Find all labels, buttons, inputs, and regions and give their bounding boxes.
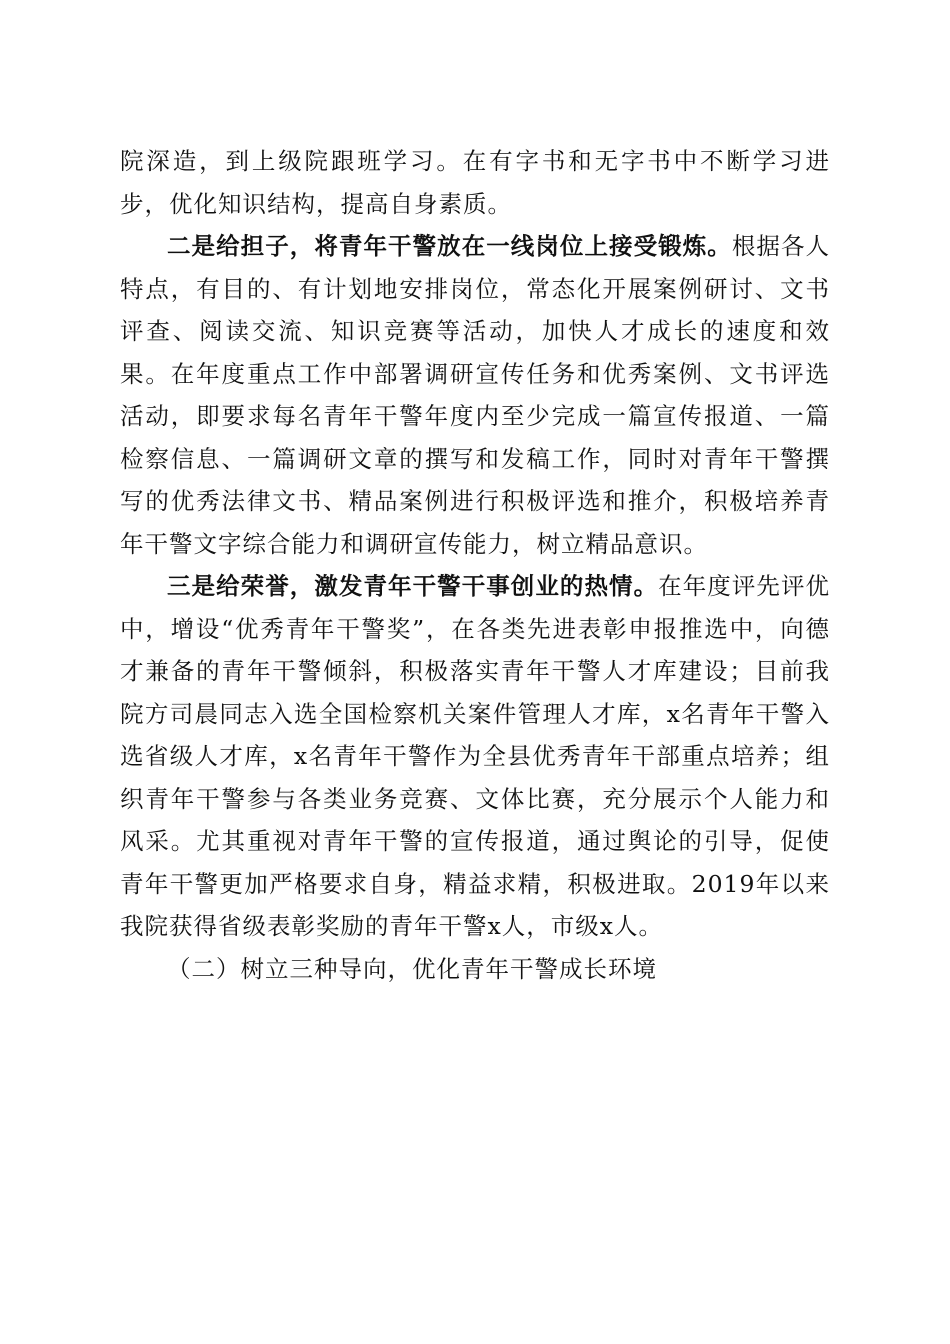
document-body xyxy=(120,140,830,990)
paragraph-body-responsibility: 根据各人特点，有目的、有计划地安排岗位，常态化开展案例研讨、文书评查、阅读交流、知识竞赛等活动，加快人才成长的速度和效果。在年度重点工作中部署调研宣传任务和优秀案例、文书评选活动，即要求每名青年干警年度内至少完成一篇宣传报道、一篇检察信息、一篇调研文章的撰写和发稿工作，同时对青年干警撰写的优秀法律文书、精品案例进行积极评选和推介，积极培养青年干警文字综合能力和调研宣传能力，树立精品意识。 xyxy=(120,232,831,558)
section-heading: （二）树立三种导向，优化青年干警成长环境 xyxy=(167,954,657,983)
paragraph-honor xyxy=(120,565,830,948)
paragraph-body-honor: 在年度评先评优中，增设“优秀青年干警奖”，在各类先进表彰申报推选中，向德才兼备的青年干警倾斜，积极落实青年干警人才库建设；目前我院方司晨同志入选全国检察机关案件管理人才库，x名青年干警入选省级人才库，x名青年干警作为全县优秀青年干部重点培养；组织青年干警参与各类业务竞赛、文体比赛，充分展示个人能力和风采。尤其重视对青年干警的宣传报道，通过舆论的引导，促使青年干警更加严格要求自身，精益求精，积极进取。2019年以来我院获得省级表彰奖励的青年干警x人，市级x人。 xyxy=(120,572,831,940)
paragraph-lead-responsibility: 二是给担子，将青年干警放在一线岗位上接受锻炼。 xyxy=(167,232,732,260)
paragraph-responsibility xyxy=(120,225,830,565)
paragraph-continuation: 院深造，到上级院跟班学习。在有字书和无字书中不断学习进步，优化知识结构，提高自身素质。 xyxy=(120,147,830,218)
paragraph-lead-honor: 三是给荣誉，激发青年干警干事创业的热情。 xyxy=(167,572,659,600)
